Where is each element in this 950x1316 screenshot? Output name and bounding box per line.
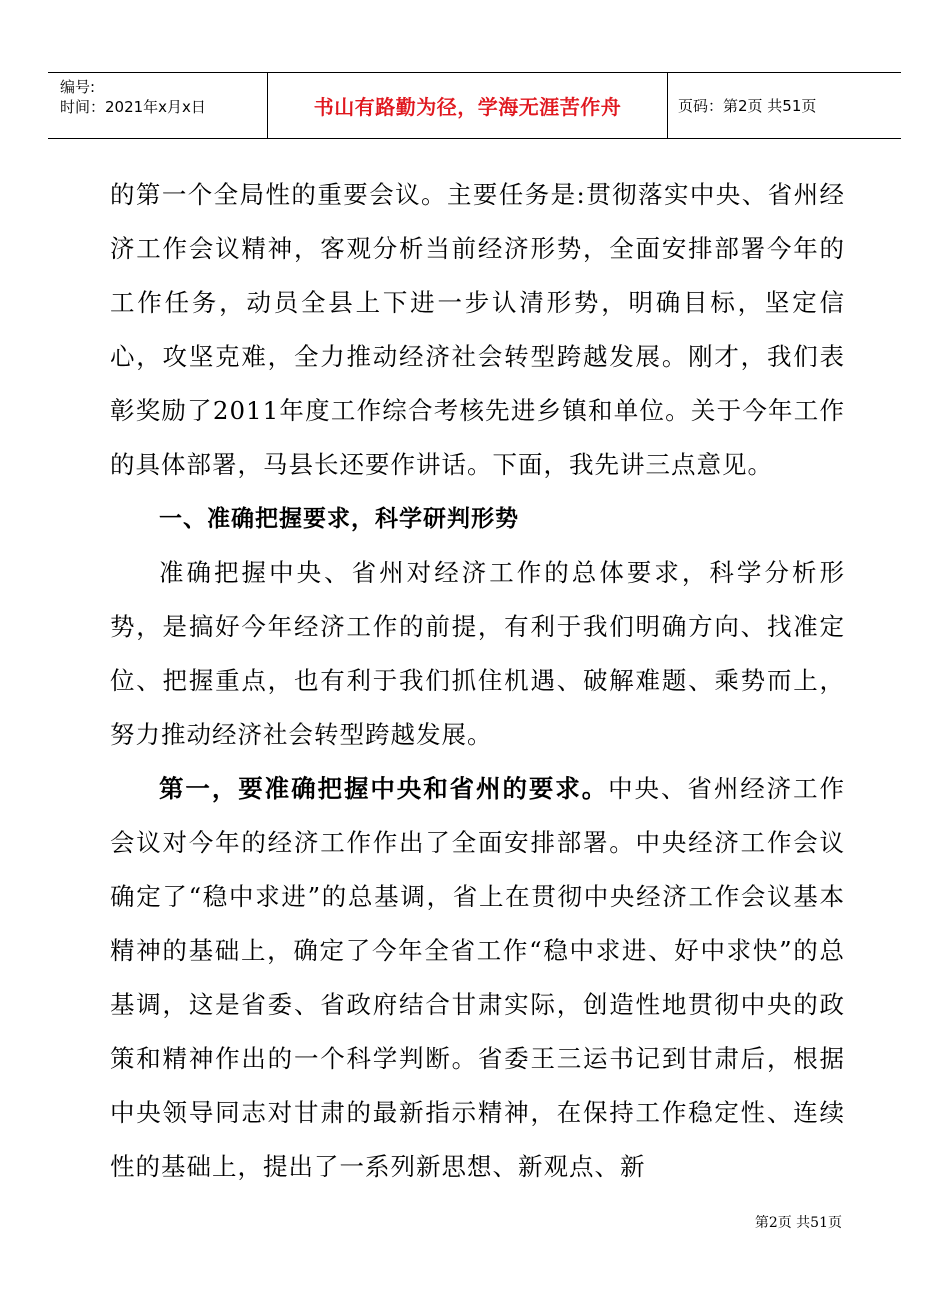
paragraph-3 [110, 762, 845, 1194]
serial-label: 编号: [60, 78, 96, 96]
section-heading-1: 一、准确把握要求，科学研判形势 [159, 506, 519, 532]
paragraph-3-lead: 第一，要准确把握中央和省州的要求。 [159, 774, 609, 803]
paragraph-1: 的第一个全局性的重要会议。主要任务是:贯彻落实中央、省州经济工作会议精神，客观分析当前经济形势，全面安排部署今年的工作任务，动员全县上下进一步认清形势，明确目标，坚定信心，攻坚克难，全力推动经济社会转型跨越发展。刚才，我们表彰奖励了2011年度工作综合考核先进乡镇和单位。关于今年工作的具体部署，马县长还要作讲话。下面，我先讲三点意见。 [110, 180, 845, 479]
header-page-info: 页码：第2页 共51页 [678, 97, 817, 115]
paragraph-2: 准确把握中央、省州对经济工作的总体要求，科学分析形势，是搞好今年经济工作的前提，有利于我们明确方向、找准定位、把握重点，也有利于我们抓住机遇、破解难题、乘势而上，努力推动经济社会转型跨越发展。 [110, 558, 845, 749]
header-motto: 书山有路勤为径，学海无涯苦作舟 [268, 73, 668, 138]
page-header [48, 72, 901, 139]
header-meta [48, 73, 268, 138]
page-footer: 第2页 共51页 [754, 1215, 842, 1231]
paragraph-3-text: 中央、省州经济工作会议对今年的经济工作作出了全面安排部署。中央经济工作会议确定了“稳中求进”的总基调，省上在贯彻中央经济工作会议基本精神的基础上，确定了今年全省工作“稳中求进、好中求快”的总基调，这是省委、省政府结合甘肃实际，创造性地贯彻中央的政策和精神作出的一个科学判断。省委王三运书记到甘肃后，根据中央领导同志对甘肃的最新指示精神，在保持工作稳定性、连续性的基础上，提出了一系列新思想、新观点、新 [110, 774, 845, 1181]
time-label: 时间：2021年x月x日 [60, 98, 206, 116]
document-body [110, 168, 845, 1194]
